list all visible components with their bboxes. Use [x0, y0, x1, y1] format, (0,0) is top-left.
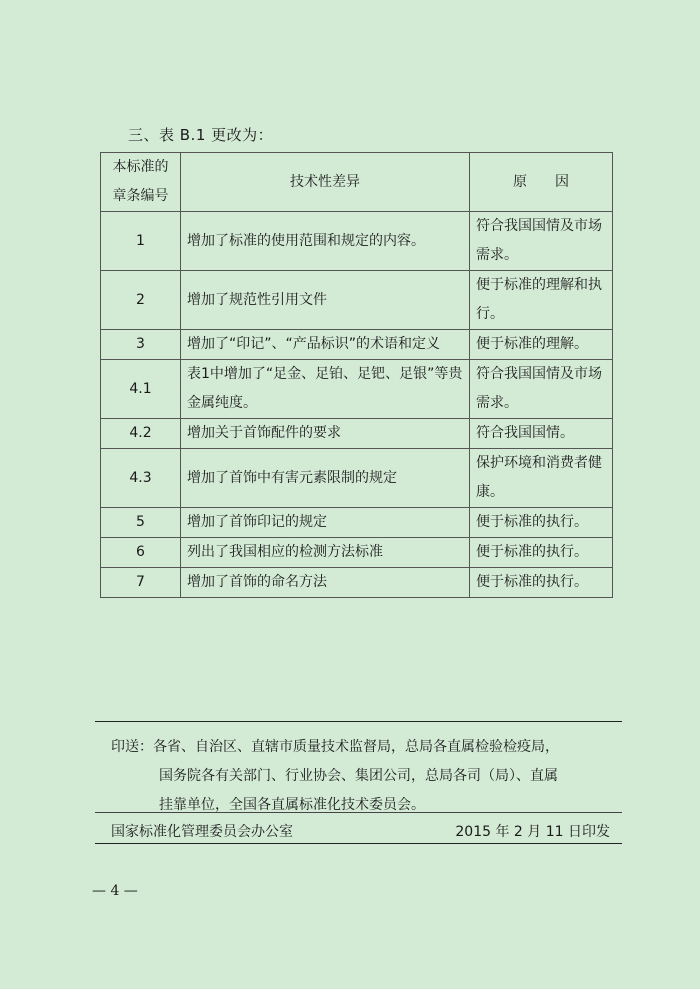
header-chapter-number	[101, 153, 181, 212]
clause-number: 2	[101, 271, 181, 330]
distribution-line-1: 印送：各省、自治区、直辖市质量技术监督局，总局各直属检验检疫局，	[111, 739, 559, 755]
amendment-table	[100, 152, 613, 598]
footer-top-rule	[95, 721, 622, 722]
reason-text: 便于标准的理解和执行。	[470, 271, 613, 330]
reason-text: 符合我国国情及市场需求。	[470, 212, 613, 271]
table-row	[101, 360, 613, 419]
difference-text: 增加关于首饰配件的要求	[181, 419, 470, 449]
reason-text: 便于标准的执行。	[470, 508, 613, 538]
clause-number: 1	[101, 212, 181, 271]
reason-text: 保护环境和消费者健康。	[470, 449, 613, 508]
issuing-office: 国家标准化管理委员会办公室	[111, 824, 293, 840]
table-row	[101, 538, 613, 568]
difference-text: 表1中增加了“足金、足铂、足钯、足银”等贵金属纯度。	[181, 360, 470, 419]
difference-text: 增加了规范性引用文件	[181, 271, 470, 330]
issue-date: 2015 年 2 月 11 日印发	[455, 824, 610, 840]
clause-number: 3	[101, 330, 181, 360]
clause-number: 4.3	[101, 449, 181, 508]
difference-text: 增加了首饰印记的规定	[181, 508, 470, 538]
footer-bottom-rule	[95, 843, 622, 844]
table-header-row	[101, 153, 613, 212]
table-row	[101, 271, 613, 330]
table-row	[101, 568, 613, 598]
table-row	[101, 419, 613, 449]
page-number: — 4 —	[92, 883, 138, 899]
reason-text: 便于标准的执行。	[470, 538, 613, 568]
distribution-list	[111, 733, 621, 820]
header-chapter-line1: 本标准的	[112, 159, 169, 175]
table-row	[101, 212, 613, 271]
header-reason: 原 因	[470, 153, 613, 212]
difference-text: 增加了首饰的命名方法	[181, 568, 470, 598]
reason-text: 便于标准的理解。	[470, 330, 613, 360]
header-difference: 技术性差异	[181, 153, 470, 212]
clause-number: 5	[101, 508, 181, 538]
clause-number: 4.1	[101, 360, 181, 419]
reason-text: 符合我国国情。	[470, 419, 613, 449]
footer-middle-rule	[95, 812, 622, 813]
section-title: 三、表 B.1 更改为：	[128, 126, 274, 144]
table-row	[101, 508, 613, 538]
distribution-line-2: 国务院各有关部门、行业协会、集团公司，总局各司（局）、直属	[159, 768, 558, 784]
clause-number: 7	[101, 568, 181, 598]
table-row	[101, 330, 613, 360]
difference-text: 增加了“印记”、“产品标识”的术语和定义	[181, 330, 470, 360]
clause-number: 4.2	[101, 419, 181, 449]
reason-text: 符合我国国情及市场需求。	[470, 360, 613, 419]
table-row	[101, 449, 613, 508]
header-chapter-line2: 章条编号	[112, 188, 169, 204]
difference-text: 增加了标准的使用范围和规定的内容。	[181, 212, 470, 271]
clause-number: 6	[101, 538, 181, 568]
difference-text: 增加了首饰中有害元素限制的规定	[181, 449, 470, 508]
distribution-line-3: 挂靠单位，全国各直属标准化技术委员会。	[159, 797, 425, 813]
difference-text: 列出了我国相应的检测方法标准	[181, 538, 470, 568]
reason-text: 便于标准的执行。	[470, 568, 613, 598]
